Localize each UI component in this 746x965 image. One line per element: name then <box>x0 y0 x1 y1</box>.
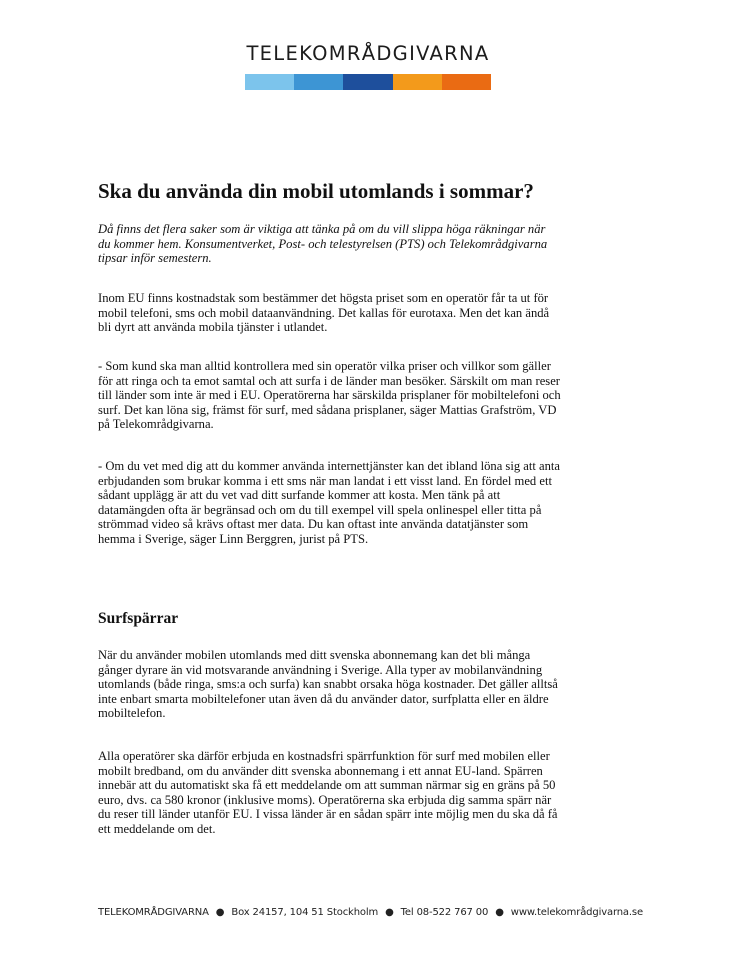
text-line: du reser till länder utanför EU. I vissa länder är en sådan spärr inte möjlig men du ska då få <box>98 807 558 822</box>
text-line: surf. Det kan löna sig, främst för surf, med sådana prisplaner, säger Mattias Grafström, VD <box>98 402 557 417</box>
text-line: mobiltelefon. <box>98 706 166 721</box>
text-line: euro, dvs. ca 580 kronor (inklusive moms). Operatörerna ska erbjuda dig samma spärr när <box>98 792 552 807</box>
text-line: När du använder mobilen utomlands med ditt svenska abonnemang kan det bli många <box>98 648 531 662</box>
color-stripe-3 <box>343 74 392 90</box>
paragraph-eurotaxa <box>98 291 549 335</box>
text-line: sådant upplägg är att du vet vad ditt surfande kommer att kosta. Men tänk på att <box>98 488 501 503</box>
text-line: till länder som inte är med i EU. Operatörerna har särskilda prisplaner för mobiltelefoni och <box>98 388 561 403</box>
logo-color-bar <box>245 74 491 90</box>
intro-paragraph <box>98 222 547 266</box>
paragraph-data-lock <box>98 749 558 837</box>
page-footer <box>98 907 643 918</box>
text-line: Då finns det flera saker som är viktiga att tänka på om du vill slippa höga räkningar när <box>98 222 546 236</box>
footer-website[interactable]: www.telekområdgivarna.se <box>510 907 643 918</box>
footer-separator-icon: ● <box>385 907 394 918</box>
footer-separator-icon: ● <box>215 907 225 918</box>
text-line: Inom EU finns kostnadstak som bestämmer det högsta priset som en operatör får ta ut för <box>98 291 549 305</box>
text-line: på Telekområdgivarna. <box>98 417 214 432</box>
text-line: mobilt bredband, om du använder ditt svenska abonnemang i ett annat EU-land. Spärren <box>98 763 543 778</box>
text-line: ett meddelande om det. <box>98 821 216 836</box>
text-line: utomlands (både ringa, sms:a och surfa) kan snabbt orsaka höga kostnader. Det gäller alltså <box>98 677 558 692</box>
text-line: erbjudanden som brukar komma i ett sms när man landat i ett visst land. En fördel med ett <box>98 473 552 488</box>
text-line: strömmad video så krävs oftast mer data. Du kan oftast inte använda datatjänster som <box>98 517 529 532</box>
color-stripe-1 <box>245 74 294 90</box>
text-line: Alla operatörer ska därför erbjuda en kostnadsfri spärrfunktion för surf med mobilen eller <box>98 749 550 763</box>
color-stripe-5 <box>442 74 491 90</box>
text-line: - Om du vet med dig att du kommer använda internettjänster kan det ibland löna sig att anta <box>98 459 560 473</box>
text-line: - Som kund ska man alltid kontrollera med sin operatör vilka priser och villkor som gäller <box>98 359 551 373</box>
logo-wordmark: TELEKOMRÅDGIVARNA <box>246 42 490 65</box>
text-line: för att ringa och ta emot samtal och att surfa i de länder man besöker. Särskilt om man reser <box>98 373 560 388</box>
article-title: Ska du använda din mobil utomlands i sommar? <box>98 179 534 203</box>
paragraph-quote-grafstrom <box>98 359 561 432</box>
text-line: inte enbart smarta mobiltelefoner utan även då du använder dator, surfplatta eller en äldre <box>98 691 549 706</box>
paragraph-quote-berggren <box>98 459 560 547</box>
footer-org: TELEKOMRÅDGIVARNA <box>98 907 209 918</box>
paragraph-costs-abroad <box>98 648 558 721</box>
section-heading-surfsparrar: Surfspärrar <box>98 610 179 627</box>
text-line: bli dyrt att använda mobila tjänster i utlandet. <box>98 320 328 335</box>
footer-phone: Tel 08-522 767 00 <box>400 907 489 918</box>
text-line: innebär att du automatiskt ska få ett meddelande om att summan närmar sig en gräns på 50 <box>98 778 556 793</box>
color-stripe-2 <box>294 74 343 90</box>
text-line: tipsar inför semestern. <box>98 251 212 266</box>
text-line: du kommer hem. Konsumentverket, Post- och telestyrelsen (PTS) och Telekområdgivarna <box>98 236 548 251</box>
text-line: gånger dyrare än vid motsvarande användning i Sverige. Alla typer av mobilanvändning <box>98 662 543 677</box>
text-line: datamängden ofta är begränsad och om du till exempel vill spela onlinespel eller titta på <box>98 502 542 517</box>
footer-separator-icon: ● <box>495 907 504 918</box>
text-line: mobil telefoni, sms och mobil dataanvändning. Det kallas för eurotaxa. Men det kan ändå <box>98 305 550 320</box>
footer-address: Box 24157, 104 51 Stockholm <box>231 907 379 918</box>
color-stripe-4 <box>393 74 442 90</box>
text-line: hemma i Sverige, säger Linn Berggren, jurist på PTS. <box>98 531 369 546</box>
